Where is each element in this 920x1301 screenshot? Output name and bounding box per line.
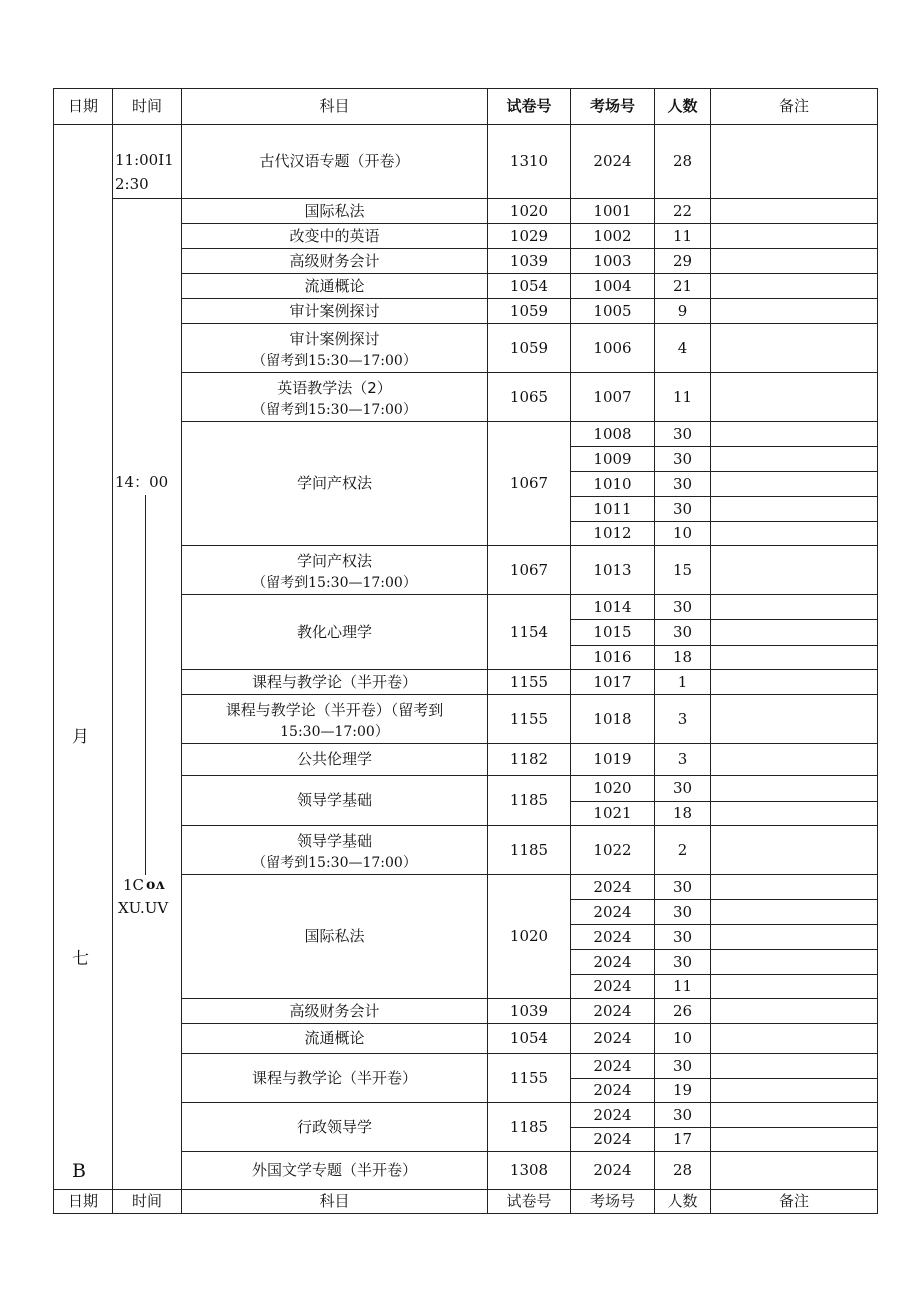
subject-name: 学问产权法: [296, 474, 372, 493]
time-bracket-line: [145, 495, 146, 875]
count-cell: 18: [654, 801, 711, 826]
count-cell: 11: [654, 372, 711, 422]
room-no-cell: 1002: [570, 223, 655, 249]
note-cell: [710, 694, 878, 744]
date-month: 月: [72, 727, 89, 747]
subject-cell: [181, 198, 488, 224]
room-no-cell: 1006: [570, 323, 655, 373]
subject-cell: [181, 273, 488, 299]
subject-note: （留考到15:30—17:00）: [252, 352, 417, 369]
count-cell: 10: [654, 521, 711, 546]
subject-name: 公共伦理学: [296, 750, 372, 769]
note-cell: [710, 825, 878, 875]
subject-name: 教化心理学: [296, 622, 372, 641]
room-no-cell: 2024: [570, 1078, 655, 1103]
footer-count: 人数: [654, 1189, 711, 1214]
room-no-cell: 1020: [570, 775, 655, 802]
note-cell: [710, 1023, 878, 1054]
subject-name: 流通概论: [304, 1029, 365, 1048]
note-cell: [710, 743, 878, 776]
footer-date: 日期: [53, 1189, 113, 1214]
note-cell: [710, 446, 878, 472]
subject-name: 国际私法: [304, 201, 365, 220]
count-cell: 30: [654, 446, 711, 472]
paper-no-cell: 1154: [487, 594, 571, 670]
subject-cell: [181, 874, 488, 999]
room-no-cell: 2024: [570, 1053, 655, 1079]
subject-cell: [181, 1151, 488, 1190]
count-cell: 30: [654, 619, 711, 646]
count-cell: 30: [654, 1102, 711, 1128]
note-cell: [710, 998, 878, 1024]
count-cell: 30: [654, 899, 711, 925]
room-no-cell: 1008: [570, 421, 655, 447]
count-cell: 4: [654, 323, 711, 373]
count-cell: 11: [654, 223, 711, 249]
note-cell: [710, 323, 878, 373]
note-cell: [710, 669, 878, 695]
note-cell: [710, 775, 878, 802]
header-time: 时间: [112, 88, 182, 125]
paper-no-cell: 1308: [487, 1151, 571, 1190]
room-no-cell: 2024: [570, 1151, 655, 1190]
subject-name: 国际私法: [304, 927, 365, 946]
count-cell: 17: [654, 1127, 711, 1152]
paper-no-cell: 1059: [487, 298, 571, 324]
subject-cell: [181, 694, 488, 744]
note-cell: [710, 124, 878, 199]
room-no-cell: 1012: [570, 521, 655, 546]
subject-cell: [181, 372, 488, 422]
note-cell: [710, 899, 878, 925]
note-cell: [710, 619, 878, 646]
subject-cell: [181, 545, 488, 595]
room-no-cell: 2024: [570, 1023, 655, 1054]
note-cell: [710, 545, 878, 595]
paper-no-cell: 1067: [487, 545, 571, 595]
note-cell: [710, 471, 878, 497]
count-cell: 30: [654, 1053, 711, 1079]
note-cell: [710, 273, 878, 299]
footer-note: 备注: [710, 1189, 878, 1214]
paper-no-cell: 1310: [487, 124, 571, 199]
subject-cell: [181, 124, 488, 199]
count-cell: 10: [654, 1023, 711, 1054]
subject-name: 改变中的英语: [289, 226, 380, 245]
count-cell: 30: [654, 775, 711, 802]
room-no-cell: 1013: [570, 545, 655, 595]
paper-no-cell: 1182: [487, 743, 571, 776]
room-no-cell: 2024: [570, 874, 655, 900]
note-cell: [710, 874, 878, 900]
room-no-cell: 2024: [570, 1102, 655, 1128]
subject-cell: [181, 743, 488, 776]
time-slot-3-line1: 1C: [123, 876, 145, 894]
note-cell: [710, 801, 878, 826]
subject-cell: [181, 298, 488, 324]
footer-subject: 科目: [181, 1189, 488, 1214]
subject-cell: [181, 825, 488, 875]
room-no-cell: 2024: [570, 124, 655, 199]
note-cell: [710, 496, 878, 522]
subject-name: 流通概论: [304, 276, 365, 295]
paper-no-cell: 1155: [487, 669, 571, 695]
subject-cell: [181, 248, 488, 274]
count-cell: 1: [654, 669, 711, 695]
count-cell: 29: [654, 248, 711, 274]
room-no-cell: 1017: [570, 669, 655, 695]
note-cell: [710, 223, 878, 249]
room-no-cell: 1001: [570, 198, 655, 224]
subject-cell: [181, 1102, 488, 1152]
room-no-cell: 2024: [570, 899, 655, 925]
date-seven: 七: [72, 949, 89, 969]
subject-name: 领导学基础: [296, 791, 372, 810]
time-slot-1-line2: 2:30: [115, 175, 149, 193]
room-no-cell: 2024: [570, 1127, 655, 1152]
header-room-no: 考场号: [570, 88, 655, 125]
date-column: [53, 124, 113, 1190]
room-no-cell: 2024: [570, 924, 655, 950]
paper-no-cell: 1185: [487, 775, 571, 826]
footer-time: 时间: [112, 1189, 182, 1214]
subject-name: 学问产权法: [296, 551, 372, 570]
note-cell: [710, 521, 878, 546]
room-no-cell: 1014: [570, 594, 655, 620]
time-slot-2-label: 14：00: [115, 473, 169, 491]
room-no-cell: 1021: [570, 801, 655, 826]
count-cell: 3: [654, 694, 711, 744]
room-no-cell: 1022: [570, 825, 655, 875]
count-cell: 30: [654, 421, 711, 447]
subject-note: （留考到15:30—17:00）: [252, 401, 417, 418]
subject-name: 审计案例探讨: [289, 329, 380, 348]
note-cell: [710, 1102, 878, 1128]
count-cell: 11: [654, 974, 711, 999]
subject-cell: [181, 323, 488, 373]
count-cell: 28: [654, 1151, 711, 1190]
note-cell: [710, 974, 878, 999]
room-no-cell: 1003: [570, 248, 655, 274]
count-cell: 26: [654, 998, 711, 1024]
room-no-cell: 1005: [570, 298, 655, 324]
time-slot-3-glyph: oʌ: [146, 877, 165, 893]
subject-name: 高级财务会计: [289, 251, 380, 270]
subject-cell: [181, 223, 488, 249]
count-cell: 15: [654, 545, 711, 595]
footer-paper-no: 试卷号: [487, 1189, 571, 1214]
note-cell: [710, 1151, 878, 1190]
note-cell: [710, 421, 878, 447]
room-no-cell: 1011: [570, 496, 655, 522]
note-cell: [710, 248, 878, 274]
note-cell: [710, 372, 878, 422]
count-cell: 30: [654, 924, 711, 950]
paper-no-cell: 1020: [487, 198, 571, 224]
paper-no-cell: 1185: [487, 825, 571, 875]
header-subject: 科目: [181, 88, 488, 125]
room-no-cell: 1009: [570, 446, 655, 472]
date-b: B: [72, 1160, 86, 1182]
room-no-cell: 2024: [570, 949, 655, 975]
count-cell: 30: [654, 949, 711, 975]
subject-cell: [181, 1023, 488, 1054]
note-cell: [710, 1053, 878, 1079]
paper-no-cell: 1054: [487, 1023, 571, 1054]
room-no-cell: 1010: [570, 471, 655, 497]
subject-cell: [181, 998, 488, 1024]
paper-no-cell: 1039: [487, 248, 571, 274]
room-no-cell: 2024: [570, 974, 655, 999]
subject-cell: [181, 669, 488, 695]
count-cell: 30: [654, 874, 711, 900]
subject-name: 课程与教学论（半开卷）: [251, 1068, 417, 1087]
subject-cell: [181, 594, 488, 670]
count-cell: 22: [654, 198, 711, 224]
paper-no-cell: 1185: [487, 1102, 571, 1152]
count-cell: 2: [654, 825, 711, 875]
subject-name: 审计案例探讨: [289, 301, 380, 320]
room-no-cell: 2024: [570, 998, 655, 1024]
count-cell: 30: [654, 496, 711, 522]
paper-no-cell: 1039: [487, 998, 571, 1024]
note-cell: [710, 198, 878, 224]
footer-room-no: 考场号: [570, 1189, 655, 1214]
subject-name: 课程与教学论（半开卷）: [251, 672, 417, 691]
time-slot-2: [112, 198, 182, 1190]
subject-note: （留考到15:30—17:00）: [252, 854, 417, 871]
subject-name: 古代汉语专题（开卷）: [259, 152, 410, 171]
subject-note: （留考到15:30—17:00）: [252, 574, 417, 591]
count-cell: 18: [654, 645, 711, 670]
subject-cell: [181, 421, 488, 546]
subject-note: 15:30—17:00）: [280, 723, 389, 740]
room-no-cell: 1019: [570, 743, 655, 776]
count-cell: 28: [654, 124, 711, 199]
paper-no-cell: 1020: [487, 874, 571, 999]
paper-no-cell: 1054: [487, 273, 571, 299]
subject-name: 领导学基础: [296, 831, 372, 850]
header-date: 日期: [53, 88, 113, 125]
room-no-cell: 1018: [570, 694, 655, 744]
room-no-cell: 1004: [570, 273, 655, 299]
room-no-cell: 1015: [570, 619, 655, 646]
count-cell: 30: [654, 594, 711, 620]
paper-no-cell: 1029: [487, 223, 571, 249]
room-no-cell: 1016: [570, 645, 655, 670]
subject-name: 行政领导学: [296, 1117, 372, 1136]
note-cell: [710, 1078, 878, 1103]
note-cell: [710, 949, 878, 975]
subject-cell: [181, 775, 488, 826]
header-paper-no: 试卷号: [487, 88, 571, 125]
note-cell: [710, 645, 878, 670]
paper-no-cell: 1065: [487, 372, 571, 422]
subject-name: 外国文学专题（半开卷）: [251, 1161, 417, 1180]
time-slot-1-line1: 11:00I1: [115, 151, 174, 169]
note-cell: [710, 594, 878, 620]
subject-cell: [181, 1053, 488, 1103]
paper-no-cell: 1067: [487, 421, 571, 546]
subject-name: 课程与教学论（半开卷）（留考到: [225, 700, 444, 719]
room-no-cell: 1007: [570, 372, 655, 422]
header-note: 备注: [710, 88, 878, 125]
count-cell: 30: [654, 471, 711, 497]
count-cell: 9: [654, 298, 711, 324]
paper-no-cell: 1155: [487, 1053, 571, 1103]
time-slot-3-line2: XU.UV: [118, 899, 169, 917]
header-count: 人数: [654, 88, 711, 125]
count-cell: 21: [654, 273, 711, 299]
subject-name: 高级财务会计: [289, 1001, 380, 1020]
paper-no-cell: 1059: [487, 323, 571, 373]
paper-no-cell: 1155: [487, 694, 571, 744]
note-cell: [710, 298, 878, 324]
count-cell: 3: [654, 743, 711, 776]
count-cell: 19: [654, 1078, 711, 1103]
note-cell: [710, 1127, 878, 1152]
subject-name: 英语教学法（2）: [277, 378, 392, 397]
note-cell: [710, 924, 878, 950]
